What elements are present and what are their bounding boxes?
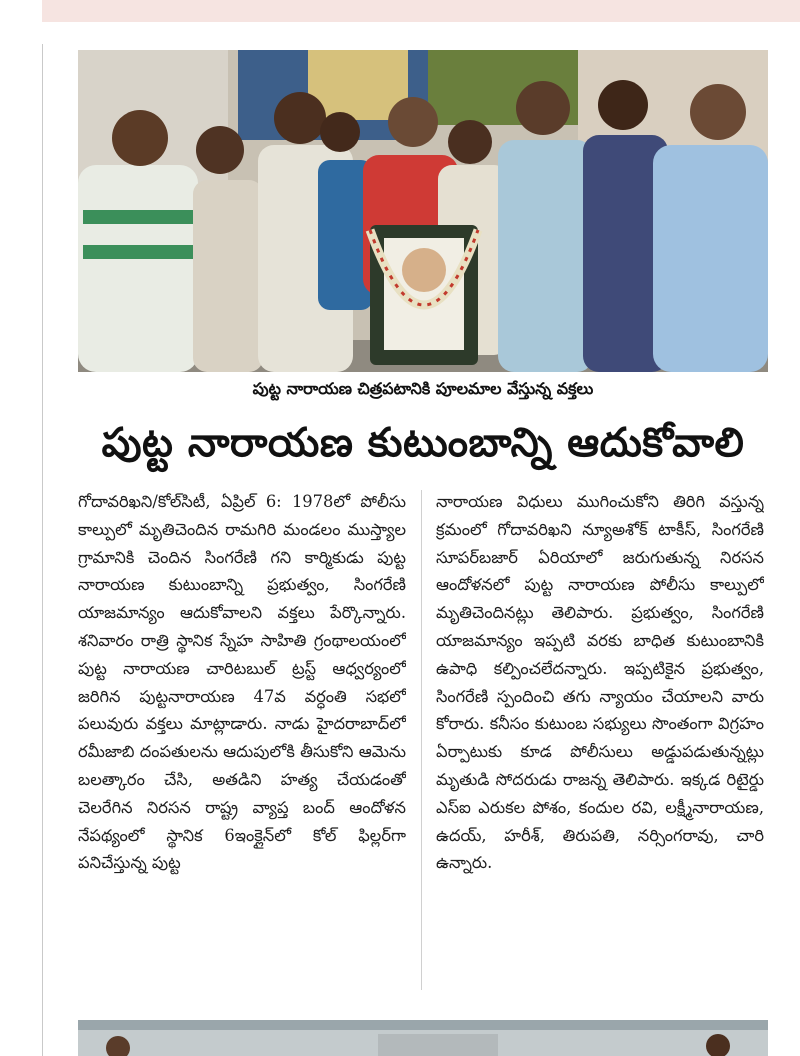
- news-photo: [78, 50, 768, 372]
- article-column-left: గోదావరిఖని/కోల్‌సిటీ, ఏప్రిల్ 6: 1978లో పోలీసు కాల్పులో మృతిచెందిన రామగిరి మండలం ముస్త్యాల గ్రామానికి చెందిన సింగరేణి గని కార్మికుడు పుట్ట నారాయణ కుటుంబాన్ని ప్రభుత్వం, సింగరేణి యాజమాన్యం ఆదుకోవాలని వక్తలు పేర్కొన్నారు. శనివారం రాత్రి స్థానిక స్నేహ సాహితి గ్రంథాలయంలో పుట్ట నారాయణ చారిటబుల్ ట్రస్ట్ ఆధ్వర్యంలో జరిగిన పుట్టనారాయణ 47వ వర్ధంతి సభలో పలువురు వక్తలు మాట్లాడారు. నాడు హైదరాబాద్‌లో రమీజాబి దంపతులను ఆదుపులోకి తీసుకోని ఆమెను బలత్కారం చేసి, అతడిని హత్య చేయడంతో చెలరేగిన నిరసన రాష్ట్ర వ్యాప్త బంద్ ఆందోళన నేపథ్యంలో స్థానిక 6ఇంక్లైన్‌లో కోల్ ఫిల్లర్‌గా పనిచేస్తున్న పుట్ట: [78, 492, 406, 873]
- next-article-photo: [78, 1020, 768, 1056]
- photo-caption: పుట్ట నారాయణ చిత్రపటానికి పూలమాల వేస్తున్న వక్తలు: [252, 379, 594, 398]
- page-margin-rule: [42, 44, 43, 1056]
- article-headline: పుట్ట నారాయణ కుటుంబాన్ని ఆదుకోవాలి: [101, 420, 745, 466]
- article-column-right: నారాయణ విధులు ముగించుకోని తిరిగి వస్తున్న క్రమంలో గోదావరిఖని న్యూఅశోక్ టాకీస్, సింగరేణి సూపర్‌బజార్ ఏరియాలో జరుగుతున్న నిరసన ఆందోళనలో పుట్ట నారాయణ పోలీసు కాల్పులో మృతిచెందినట్లు తెలిపారు. ప్రభుత్వం, సింగరేణి యాజమాన్యం ఇప్పటి వరకు బాధిత కుటుంబానికి ఉపాధి కల్పించలేదన్నారు. ఇప్పటికైన ప్రభుత్వం, సింగరేణి స్పందించి తగు న్యాయం చేయాలని వారు కోరారు. కనీసం కుటుంబ సభ్యులు సొంతంగా విగ్రహం ఏర్పాటుకు కూడ పోలీసులు అడ్డుపడుతున్నట్లు మృతుడి సోదరుడు రాజన్న తెలిపారు. ఇక్కడ రిటైర్డు ఎస్ఐ ఎరుకల పోశం, కందుల రవి, లక్ష్మీనారాయణ, ఉదయ్, హరీశ్, తిరుపతి, నర్సింగరావు, చారి ఉన్నారు.: [436, 492, 764, 873]
- top-color-band: [42, 0, 800, 22]
- column-divider: [421, 490, 422, 990]
